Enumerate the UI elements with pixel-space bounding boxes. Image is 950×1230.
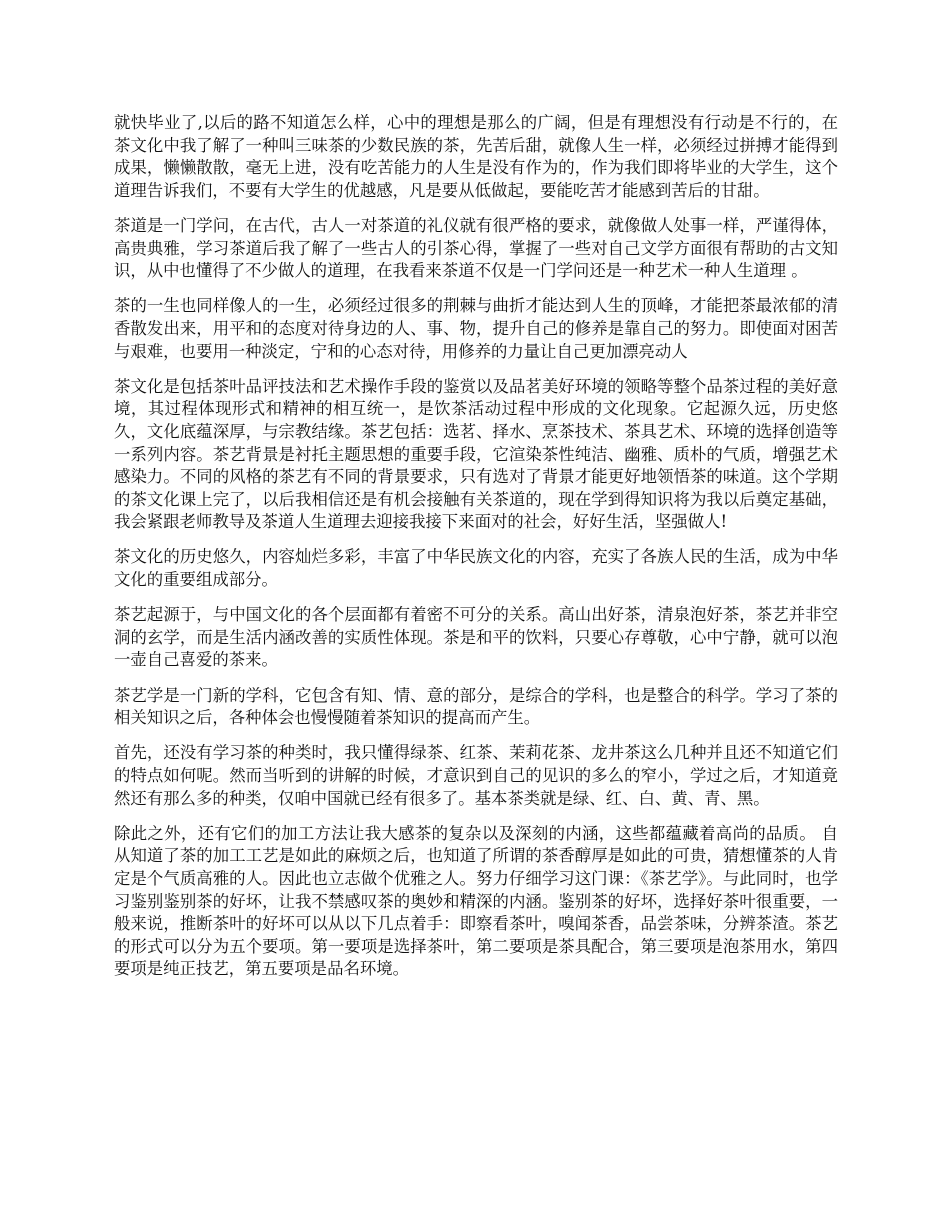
paragraph-7: 茶艺学是一门新的学科，它包含有知、情、意的部分，是综合的学科，也是整合的科学。学习了茶的相关知识之后，各种体会也慢慢随着茶知识的提高而产生。 (114, 685, 838, 728)
paragraph-2: 茶道是一门学问，在古代，古人一对茶道的礼仪就有很严格的要求，就像做人处事一样，严谨得体，高贵典雅，学习茶道后我了解了一些古人的引茶心得，掌握了一些对自己文学方面很有帮助的古文知识，从中也懂得了不少做人的道理，在我看来茶道不仅是一门学问还是一种艺术一种人生道理 。 (114, 215, 838, 281)
paragraph-6: 茶艺起源于，与中国文化的各个层面都有着密不可分的关系。高山出好茶，清泉泡好茶，茶艺并非空洞的玄学，而是生活内涵改善的实质性体现。茶是和平的饮料，只要心存尊敬，心中宁静，就可以泡一壶自己喜爱的茶来。 (114, 605, 838, 670)
paragraph-3: 茶的一生也同样像人的一生，必须经过很多的荆棘与曲折才能达到人生的顶峰，才能把茶最浓郁的清香散发出来，用平和的态度对待身边的人、事、物，提升自己的修养是靠自己的努力。即使面对困苦与艰难，也要用一种淡定，宁和的心态对待，用修养的力量让自己更加漂亮动人 (114, 296, 838, 361)
paragraph-4: 茶文化是包括茶叶品评技法和艺术操作手段的鉴赏以及品茗美好环境的领略等整个品茶过程的美好意境，其过程体现形式和精神的相互统一，是饮茶活动过程中形成的文化现象。它起源久远，历史悠久，文化底蕴深厚，与宗教结缘。茶艺包括：选茗、择水、烹茶技术、茶具艺术、环境的选择创造等一系列内容。茶艺背景是衬托主题思想的重要手段，它渲染茶性纯洁、幽雅、质朴的气质，增强艺术感染力。不同的风格的茶艺有不同的背景要求，只有选对了背景才能更好地领悟茶的味道。这个学期的茶文化课上完了，以后我相信还是有机会接触有关茶道的，现在学到得知识将为我以后奠定基础，我会紧跟老师教导及茶道人生道理去迎接我接下来面对的社会，好好生活，坚强做人! (114, 376, 838, 532)
paragraph-5: 茶文化的历史悠久，内容灿烂多彩，丰富了中华民族文化的内容，充实了各族人民的生活，成为中华文化的重要组成部分。 (114, 547, 838, 590)
paragraph-9: 除此之外，还有它们的加工方法让我大感茶的复杂以及深刻的内涵，这些都蕴藏着高尚的品质。 自从知道了茶的加工工艺是如此的麻烦之后，也知道了所谓的茶香醇厚是如此的可贵，猜想懂茶的人肯定是个气质高雅的人。因此也立志做个优雅之人。努力仔细学习这门课：《茶艺学》。与此同时，也学习鉴别鉴别茶的好坏，让我不禁感叹茶的奥妙和精深的内涵。鉴别茶的好坏，选择好茶叶很重要，一般来说，推断茶叶的好坏可以从以下几点着手：即察看茶叶，嗅闻茶香，品尝茶味，分辨茶渣。茶艺的形式可以分为五个要项。第一要项是选择茶叶，第二要项是茶具配合，第三要项是泡茶用水，第四要项是纯正技艺，第五要项是品名环境。 (114, 823, 838, 979)
document-body (114, 112, 838, 994)
paragraph-1: 就快毕业了,以后的路不知道怎么样，心中的理想是那么的广阔，但是有理想没有行动是不行的，在茶文化中我了解了一种叫三味茶的少数民族的茶，先苦后甜，就像人生一样，必须经过拼搏才能得到成果，懒懒散散，毫无上进，没有吃苦能力的人生是没有作为的，作为我们即将毕业的大学生，这个道理告诉我们，不要有大学生的优越感，凡是要从低做起，要能吃苦才能感到苦后的甘甜。 (114, 113, 838, 200)
paragraph-8: 首先，还没有学习茶的种类时，我只懂得绿茶、红茶、茉莉花茶、龙井茶这么几种并且还不知道它们的特点如何呢。然而当听到的讲解的时候，才意识到自己的见识的多么的窄小，学过之后，才知道竟然还有那么多的种类，仅咱中国就已经有很多了。基本茶类就是绿、红、白、黄、青、黑。 (114, 743, 838, 808)
